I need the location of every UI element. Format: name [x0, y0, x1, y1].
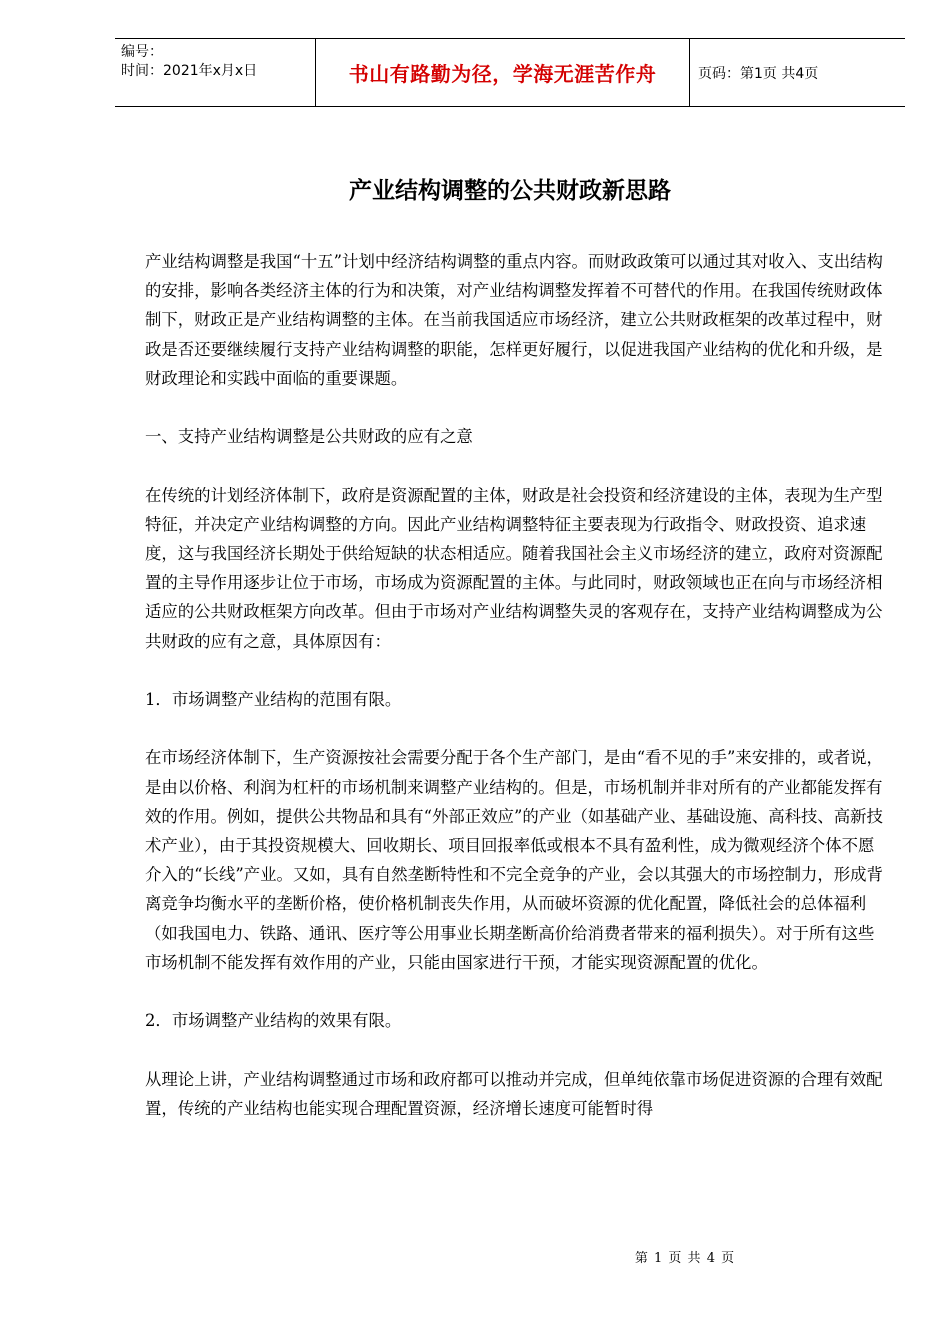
- subheading-2: 2．市场调整产业结构的效果有限。: [145, 1011, 402, 1031]
- document-body: [145, 247, 885, 1152]
- paragraph-subsection-1: 在市场经济体制下，生产资源按社会需要分配于各个生产部门，是由“看不见的手”来安排的，或者说，是由以价格、利润为杠杆的市场机制来调整产业结构的。但是，市场机制并非对所有的产业都能发挥有效的作用。例如，提供公共物品和具有“外部正效应”的产业（如基础产业、基础设施、高科技、高新技术产业），由于其投资规模大、回收期长、项目回报率低或根本不具有盈利性，成为微观经济个体不愿介入的“长线”产业。又如，具有自然垄断特性和不完全竞争的产业，会以其强大的市场控制力，形成背离竞争均衡水平的垄断价格，使价格机制丧失作用，从而破坏资源的优化配置，降低社会的总体福利（如我国电力、铁路、通讯、医疗等公用事业长期垄断高价给消费者带来的福利损失）。对于所有这些市场机制不能发挥有效作用的产业，只能由国家进行干预，才能实现资源配置的优化。: [145, 748, 883, 972]
- paragraph-intro: 产业结构调整是我国“十五”计划中经济结构调整的重点内容。而财政政策可以通过其对收入、支出结构的安排，影响各类经济主体的行为和决策，对产业结构调整发挥着不可替代的作用。在我国传统财政体制下，财政正是产业结构调整的主体。在当前我国适应市场经济，建立公共财政框架的改革过程中，财政是否还要继续履行支持产业结构调整的职能，怎样更好履行，以促进我国产业结构的优化和升级，是财政理论和实践中面临的重要课题。: [145, 252, 883, 388]
- document-title: 产业结构调整的公共财政新思路: [349, 178, 671, 204]
- header-page-info: 页码：第1页 共4页: [698, 65, 819, 82]
- subheading-1: 1．市场调整产业结构的范围有限。: [145, 690, 402, 709]
- page-header: [115, 38, 905, 107]
- serial-number-label: 编号：: [121, 44, 163, 60]
- header-motto: 书山有路勤为径，学海无涯苦作舟: [315, 39, 690, 106]
- section-heading-1: 一、支持产业结构调整是公共财政的应有之意: [145, 427, 473, 447]
- paragraph-subsection-2: 从理论上讲，产业结构调整通过市场和政府都可以推动并完成，但单纯依靠市场促进资源的合理有效配置，传统的产业结构也能实现合理配置资源，经济增长速度可能暂时得: [145, 1069, 883, 1118]
- time-label: 时间：2021年x月x日: [121, 63, 258, 79]
- paragraph-section-1: 在传统的计划经济体制下，政府是资源配置的主体，财政是社会投资和经济建设的主体，表现为生产型特征，并决定产业结构调整的方向。因此产业结构调整特征主要表现为行政指令、财政投资、追求速度，这与我国经济长期处于供给短缺的状态相适应。随着我国社会主义市场经济的建立，政府对资源配置的主导作用逐步让位于市场，市场成为资源配置的主体。与此同时，财政领域也正在向与市场经济相适应的公共财政框架方向改革。但由于市场对产业结构调整失灵的客观存在，支持产业结构调整成为公共财政的应有之意，具体原因有：: [145, 485, 883, 651]
- header-meta: [115, 39, 315, 106]
- page-footer: 第 1 页 共 4 页: [634, 1251, 736, 1266]
